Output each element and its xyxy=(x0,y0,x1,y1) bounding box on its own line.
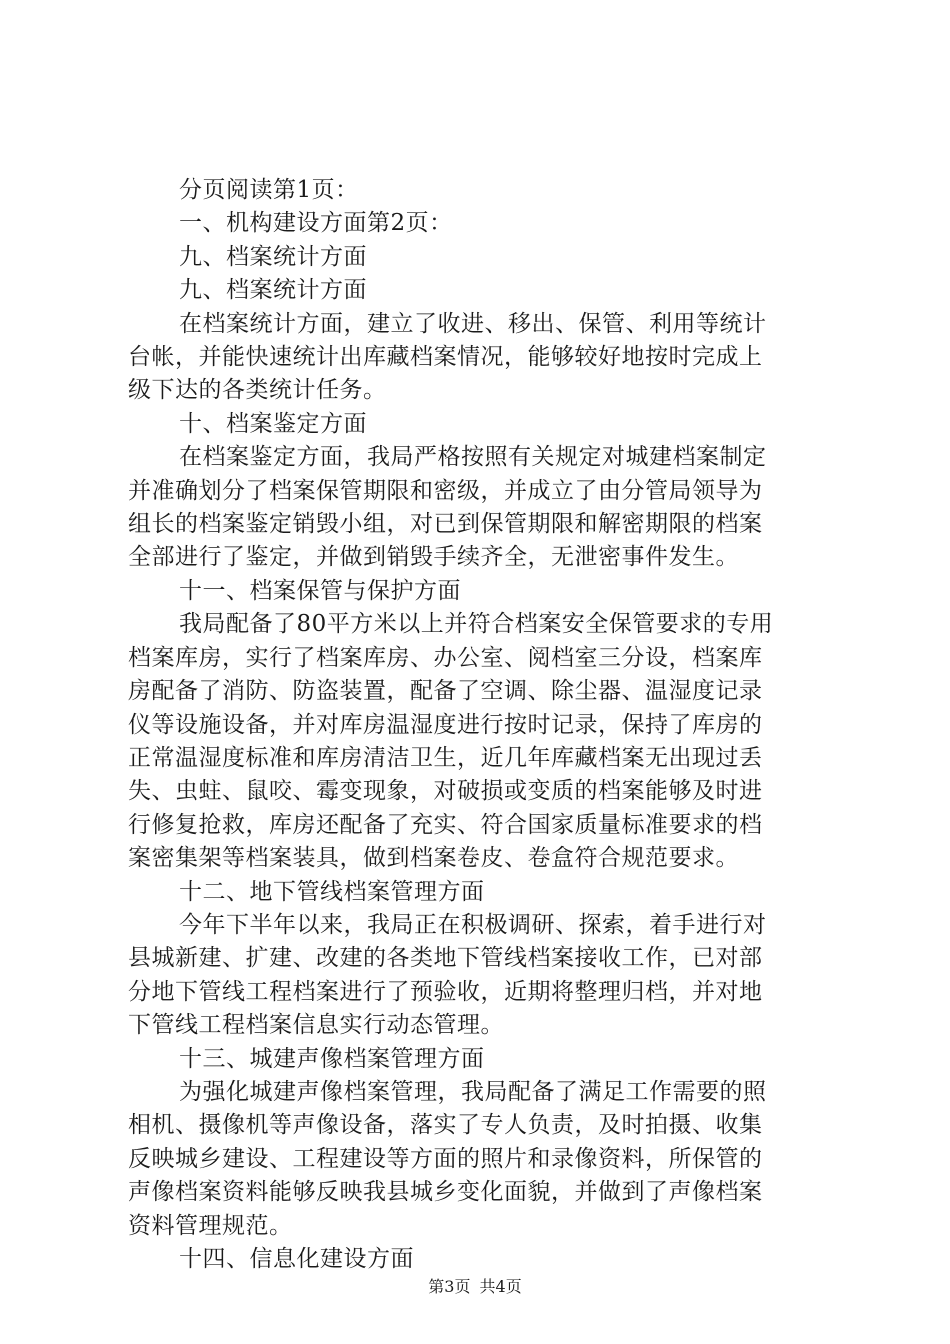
text-line: 十三、城建声像档案管理方面 xyxy=(179,1045,485,1072)
text-line: 仪等设施设备，并对库房温湿度进行按时记录，保持了库房的 xyxy=(128,711,763,738)
text-line: 资料管理规范。 xyxy=(128,1212,293,1239)
text-line: 十、档案鉴定方面 xyxy=(179,410,367,437)
text-line: 级下达的各类统计任务。 xyxy=(128,377,387,404)
text-line: 档案库房，实行了档案库房、办公室、阅档室三分设，档案库 xyxy=(128,644,763,671)
text-line: 房配备了消防、防盗装置，配备了空调、除尘器、温湿度记录 xyxy=(128,678,763,705)
text-line: 分地下管线工程档案进行了预验收，近期将整理归档，并对地 xyxy=(128,978,763,1005)
text-line: 并准确划分了档案保管期限和密级，并成立了由分管局领导为 xyxy=(128,477,763,504)
text-line: 失、虫蛀、鼠咬、霉变现象，对破损或变质的档案能够及时进 xyxy=(128,778,763,805)
text-line: 相机、摄像机等声像设备，落实了专人负责，及时拍摄、收集 xyxy=(128,1112,763,1139)
text-line: 十一、档案保管与保护方面 xyxy=(179,577,461,604)
text-line: 县城新建、扩建、改建的各类地下管线档案接收工作，已对部 xyxy=(128,945,763,972)
text-line: 下管线工程档案信息实行动态管理。 xyxy=(128,1012,504,1039)
text-line: 组长的档案鉴定销毁小组，对已到保管期限和解密期限的档案 xyxy=(128,511,763,538)
document-body xyxy=(128,174,836,1276)
page-footer: 第3页 共4页 xyxy=(428,1277,522,1296)
text-line: 正常温湿度标准和库房清洁卫生，近几年库藏档案无出现过丢 xyxy=(128,744,763,771)
text-line: 分页阅读第1页： xyxy=(179,177,359,203)
text-line: 台帐，并能快速统计出库藏档案情况，能够较好地按时完成上 xyxy=(128,344,763,371)
text-line: 一、机构建设方面第2页： xyxy=(179,210,453,237)
text-line: 在档案统计方面，建立了收进、移出、保管、利用等统计 xyxy=(179,310,767,337)
text-line: 九、档案统计方面 xyxy=(179,243,367,270)
text-line: 在档案鉴定方面，我局严格按照有关规定对城建档案制定 xyxy=(179,444,767,471)
text-line: 九、档案统计方面 xyxy=(179,277,367,304)
text-line: 全部进行了鉴定，并做到销毁手续齐全，无泄密事件发生。 xyxy=(128,544,739,571)
text-line: 十四、信息化建设方面 xyxy=(179,1246,414,1272)
text-line: 行修复抢救，库房还配备了充实、符合国家质量标准要求的档 xyxy=(128,811,763,838)
text-line: 案密集架等档案装具，做到档案卷皮、卷盒符合规范要求。 xyxy=(128,845,739,872)
text-line: 反映城乡建设、工程建设等方面的照片和录像资料，所保管的 xyxy=(128,1145,763,1172)
text-line: 今年下半年以来，我局正在积极调研、探索，着手进行对 xyxy=(179,911,767,938)
text-line: 声像档案资料能够反映我县城乡变化面貌，并做到了声像档案 xyxy=(128,1179,763,1206)
text-line: 十二、地下管线档案管理方面 xyxy=(179,878,485,905)
text-line: 我局配备了80平方米以上并符合档案安全保管要求的专用 xyxy=(179,611,774,638)
text-line: 为强化城建声像档案管理，我局配备了满足工作需要的照 xyxy=(179,1078,767,1105)
